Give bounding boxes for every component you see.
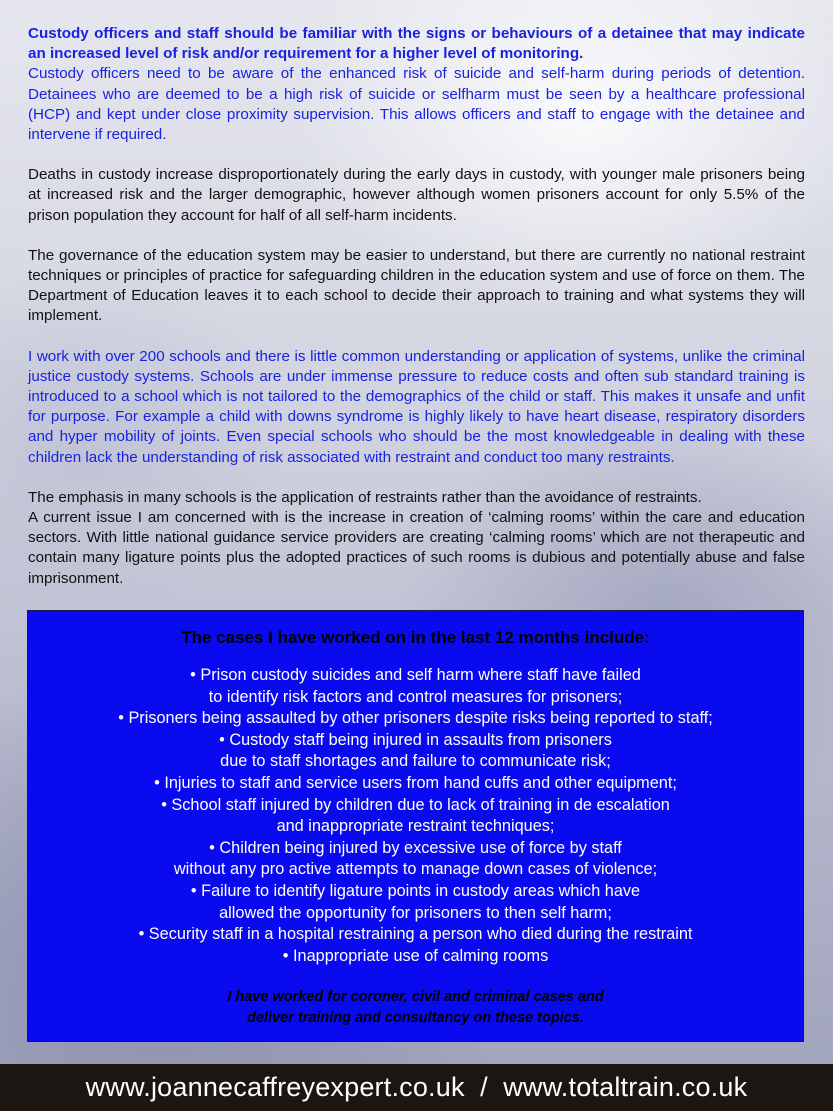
- case-line: • Failure to identify ligature points in custody areas which have: [190, 881, 641, 900]
- case-line: due to staff shortages and failure to communicate risk;: [220, 752, 611, 771]
- case-line: • Custody staff being injured in assaults from prisoners: [219, 730, 612, 749]
- schools-paragraph: I work with over 200 schools and there is little common understanding or application of systems, unlike the criminal justice custody systems. Schools are under immense pressure to reduce costs and often sub standard training is introduced to a school which is not tailored to the demographics of the child or staff. This makes it unsafe and unfit for purpose. For example a child with downs syndrome is highly likely to have heart disease, respiratory disorders and hyper mobility of joints. Even special schools who should be the most knowledgeable in dealing with these children lack the understanding of risk associated with restraint and conduct too many restraints.: [28, 347, 805, 466]
- closing-statement: [28, 987, 803, 1029]
- case-line: • Injuries to staff and service users from hand cuffs and other equipment;: [154, 773, 677, 792]
- closing-line: deliver training and consultancy on these topics.: [247, 1010, 584, 1027]
- case-line: allowed the opportunity for prisoners to then self harm;: [219, 903, 612, 922]
- footer-link-joannecaffreyexpert[interactable]: www.joannecaffreyexpert.co.uk: [85, 1072, 465, 1102]
- case-line: • Inappropriate use of calming rooms: [282, 946, 549, 965]
- case-line: and inappropriate restraint techniques;: [276, 817, 555, 836]
- case-line: to identify risk factors and control measures for prisoners;: [208, 687, 623, 706]
- cases-title: The cases I have worked on in the last 12 months include:: [181, 628, 650, 647]
- intro-body: Custody officers need to be aware of the enhanced risk of suicide and self-harm during periods of detention. Detainees who are deemed to be a high risk of suicide or selfharm must be seen by a healthcare professional (HCP) and kept under close proximity supervision. This allows officers and staff to engage with the detainee and intervene if required.: [28, 65, 805, 144]
- footer-bar: [0, 1064, 833, 1111]
- cases-list: [28, 665, 803, 967]
- case-line: • Security staff in a hospital restraining a person who died during the restraint: [138, 925, 693, 944]
- case-line: • Prisoners being assaulted by other prisoners despite risks being reported to staff;: [118, 709, 713, 728]
- calming-rooms-paragraph: A current issue I am concerned with is the increase in creation of ‘calming rooms’ within the care and education sectors. With little national guidance service providers are creating ‘calming rooms’ which are not therapeutic and contain many ligature points plus the adopted practices of such rooms is dubious and potentially abuse and false imprisonment.: [28, 509, 805, 587]
- intro-paragraph: [28, 24, 805, 145]
- emphasis-paragraph: The emphasis in many schools is the application of restraints rather than the avoidance of restraints.: [28, 488, 702, 506]
- footer-separator: /: [464, 1072, 504, 1102]
- intro-heading: Custody officers and staff should be familiar with the signs or behaviours of a detainee that may indicate an increased level of risk and/or requirement for a higher level of monitoring.: [28, 25, 805, 63]
- governance-paragraph: The governance of the education system may be easier to understand, but there are currently no national restraint techniques or principles of practice for safeguarding children in the education system and use of force on them. The Department of Education leaves it to each school to decide their approach to training and what systems they will implement.: [28, 246, 805, 325]
- case-line: • Prison custody suicides and self harm where staff have failed: [190, 666, 641, 684]
- deaths-paragraph: Deaths in custody increase disproportionately during the early days in custody, with younger male prisoners being at increased risk and the larger demographic, however although women prisoners account for only 5.5% of the prison population they account for half of all self-harm incidents.: [28, 166, 805, 224]
- footer-link-totaltrain[interactable]: www.totaltrain.co.uk: [503, 1072, 748, 1102]
- closing-line: I have worked for coroner, civil and criminal cases and: [227, 989, 604, 1006]
- cases-box: [27, 610, 804, 1042]
- case-line: • School staff injured by children due to lack of training in de escalation: [161, 795, 670, 814]
- case-line: • Children being injured by excessive use of force by staff: [209, 838, 622, 857]
- document-body: [28, 24, 805, 589]
- case-line: without any pro active attempts to manage down cases of violence;: [173, 860, 658, 879]
